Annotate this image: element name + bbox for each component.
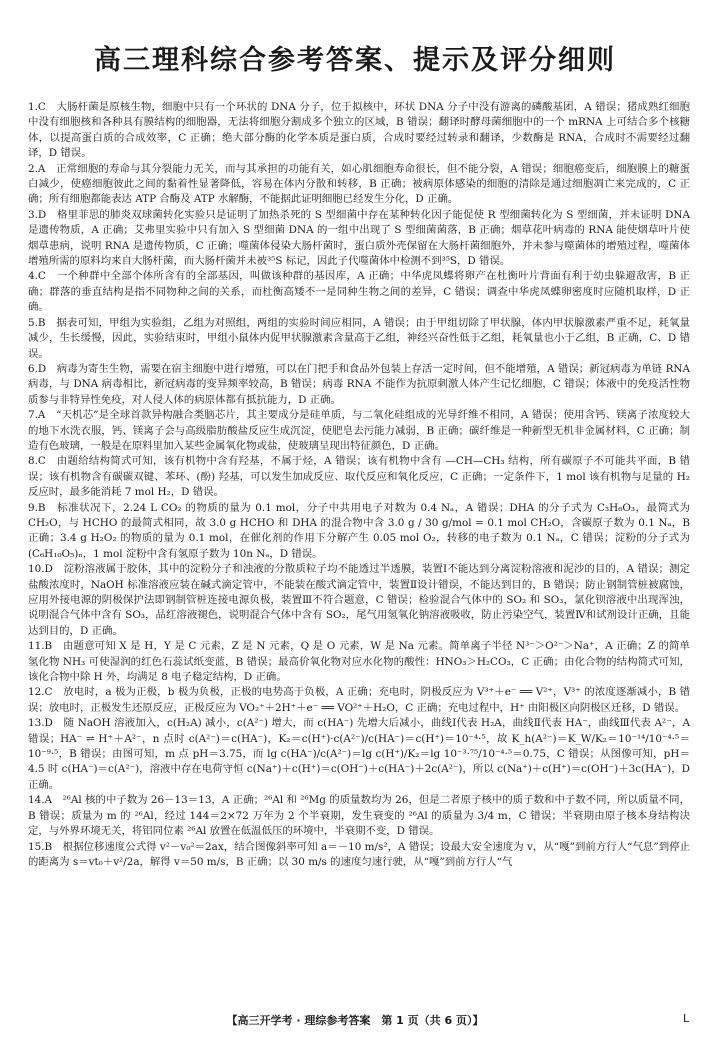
answer-item [28, 716, 690, 793]
answer-number: 1.C [28, 101, 46, 113]
answer-item [28, 208, 690, 270]
answer-number: 6.D [28, 362, 47, 375]
answer-item [28, 162, 690, 208]
answer-item [28, 454, 690, 500]
answer-number: 10.D [28, 563, 53, 576]
answer-item [28, 685, 690, 716]
page-title: 高三理科综合参考答案、提示及评分细则 [94, 45, 616, 76]
answer-list [28, 100, 690, 870]
answer-text: 根据位移速度公式得 v²－v₀²＝2ax，结合图像斜率可知 a＝－10 m/s²，A 错误；设最大安全速度为 v，从“嘎”到前方行人“气息”到停止的距离为 s＝vt₀＋v²/2a，解得 v＝50 m/s，B 正确；以 30 m/s 的速度匀速行驶，从“嘎”到前方行人“气 [28, 840, 690, 868]
answer-item [28, 408, 690, 454]
answer-number: 15.B [28, 840, 53, 853]
footer-version-letter: L [683, 1012, 690, 1025]
answer-item [28, 362, 690, 408]
answer-text: 病毒为寄生生物，需要在宿主细胞中进行增殖，可以在门把手和食品外包装上存活一定时间，但不能增殖，A 错误；新冠病毒为单链 RNA 病毒，与 DNA 病毒相比，新冠病毒的变异频率较高，B 错误；病毒 RNA 不能作为抗原刺激人体产生记忆细胞，C 错误；体液中的免疫活性物质参与非特异性免疫，对人侵人体的病原体都有抵抗能力，D 正确。 [28, 362, 691, 406]
answer-text: 据表可知，甲组为实验组，乙组为对照组，两组的实验时间应相同，A 错误；由于甲组切除了甲状腺，体内甲状腺激素严重不足，耗氧量减少，生长缓慢，因此，实验结束时，甲组小鼠体内促甲状腺激素含量高于乙组，神经兴奋性低于乙组，耗氧量也小于乙组，B 正确，C、D 错误。 [28, 316, 690, 360]
answer-number: 9.B [28, 501, 46, 514]
answer-item [28, 840, 690, 871]
page-footer: 【高三开学考 · 理综参考答案 第 1 页（共 6 页）】 [226, 1014, 484, 1027]
answer-text: 由题给结构简式可知，该有机物中含有羟基，不属于烃，A 错误；该有机物中含有 —CH—CH₃ 结构，所有碳原子不可能共平面，B 错误；该有机物含有碳碳双键、苯环、(酚) 羟基，可以发生加成反应、取代反应和氧化反应，C 正确；一定条件下，1 mol 该有机物与足量的 H₂ 反应时，最多能消耗 7 mol H₂，D 错误。 [28, 455, 690, 499]
answer-number: 8.C [28, 455, 46, 468]
answer-text: 一个种群中全部个体所含有的全部基因，叫做该种群的基因库，A 正确；中华虎凤蝶将卵产在杜衡叶片背面有利于幼虫躲避敌害，B 正确；群落的垂直结构是指不同物种之间的关系，而杜衡高矮不一是同种生物之间的差异，C 错误；调查中华虎凤蝶卵密度时应随机取样，D 正确。 [28, 270, 691, 314]
answer-number: 12.C [28, 686, 53, 699]
answer-number: 5.B [28, 316, 46, 329]
answer-item [28, 562, 690, 639]
answer-text: 放电时，a 极为正极，b 极为负极，正极的电势高于负极，A 正确；充电时，阴极反应为 V³⁺＋e⁻ ══ V²⁺，V³⁺ 的浓度逐渐减小，B 错误；放电时，正极发生还原反应，正极反应为 VO₂⁺＋2H⁺＋e⁻ ══ VO²⁺＋H₂O，C 正确；充电过程中，H⁺ 由阳极区向阴极区迁移，D 错误。 [28, 686, 691, 714]
answer-item [28, 639, 690, 685]
answer-number: 4.C [28, 270, 46, 283]
answer-text: 正常细胞的寿命与其分裂能力无关，而与其承担的功能有关，如心肌细胞寿命很长，但不能分裂，A 错误；细胞癌变后，细胞膜上的糖蛋白减少，使癌细胞彼此之间的黏着性显著降低，容易在体内分散和转移，B 正确；被病原体感染的细胞的清除是通过细胞凋亡来完成的，C 正确；所有细胞都能表达 ATP 合酶及 ATP 水解酶，不能据此证明细胞已经发生分化，D 正确。 [28, 162, 690, 206]
answer-text: 标准状况下，2.24 L CO₂ 的物质的量为 0.1 mol，分子中共用电子对数为 0.4 Nₐ，A 错误；DHA 的分子式为 C₃H₆O₃，最简式为 CH₂O，与 HCHO 的最简式相同，故 3.0 g HCHO 和 DHA 的混合物中含 3.0 g / 30 g/mol = 0.1 mol CH₂O，含碳原子数为 0.1 Nₐ，B 正确；3.4 g H₂O₂ 的物质的量为 0.1 mol，在催化剂的作用下分解产生 0.05 mol O₂，转移的电子数为 0.1 Nₐ，C 错误；淀粉的分子式为 (C₆H₁₀O₅)ₙ，1 mol 淀粉中含有氢原子数为 10n Nₐ，D 错误。 [28, 501, 691, 560]
answer-text: ²⁶Al 核的中子数为 26－13＝13，A 正确；²⁶Al 和 ²⁶Mg 的质量数均为 26，但是二者原子核中的质子数和中子数不同，所以质量不同，B 错误；质量为 m 的 ²⁶Al，经过 144＝2×72 万年为 2 个半衰期，发生衰变的 ²⁶Al 的质量为 3/4 m，C 错误；半衰期由原子核本身结构决定，与外界环境无关，将铝同位素 ²⁶Al 放置在低温低压的环境中，半衰期不变，D 错误。 [28, 794, 691, 838]
answer-item [28, 316, 690, 362]
answer-item [28, 501, 690, 563]
answer-text: “天机芯”是全球首款异构融合类脑芯片，其主要成分是硅单质，与二氧化硅组成的光导纤维不相同，A 错误；使用含钙、镁离子浓度较大的地下水洗衣服，钙、镁离子会与高级脂肪酸盐反应生成沉淀，使肥皂去污能力减弱，B 正确；碳纤维是一种新型无机非金属材料，C 正确；制造有色玻璃，一般是在原料里加入某些金属氧化物或盐，使玻璃呈现出特征颜色，D 正确。 [28, 409, 690, 452]
answer-number: 11.B [28, 640, 53, 653]
answer-text: 格里菲思的肺炎双球菌转化实验只是证明了加热杀死的 S 型细菌中存在某种转化因子能促使 R 型细菌转化为 S 型细菌，并未证明 DNA 是遗传物质，A 正确；艾弗里实验中只有加入 S 型细菌 DNA 的一组中出现了 S 型细菌菌落，B 正确；烟草花叶病毒的 RNA 能使烟草叶片使烟草患病，说明 RNA 是遗传物质，C 正确；噬菌体侵染大肠杆菌时，蛋白质外壳保留在大肠杆菌细胞外，并未参与噬菌体的增殖过程，噬菌体增殖所需的原料均来自大肠杆菌，而大肠杆菌并未被³⁵S 标记，因此子代噬菌体中检测不到³⁵S，D 错误。 [28, 208, 690, 268]
answer-text: 由题意可知 X 是 H，Y 是 C 元素，Z 是 N 元素，Q 是 O 元素，W 是 Na 元素。简单离子半径 N³⁻＞O²⁻＞Na⁺，A 正确；Z 的简单氢化物 NH₃ 可使湿润的红色石蕊试纸变蓝，B 错误；最高价氧化物对应水化物的酸性：HNO₃＞H₂CO₃，C 正确；由化合物的结构简式可知，该化合物中除 H 外，均满足 8 电子稳定结构，D 正确。 [28, 640, 691, 684]
answer-number: 3.D [28, 208, 47, 221]
answer-number: 13.D [28, 717, 53, 730]
answer-item [28, 793, 690, 839]
answer-text: 大肠杆菌是原核生物，细胞中只有一个环状的 DNA 分子，位于拟核中，环状 DNA 分子中没有游离的磷酸基团，A 错误；猪成熟红细胞中没有细胞核和各种具有膜结构的细胞器，无法将细胞分割成多个独立的区域，B 错误；翻译时酵母菌细胞中的一个 mRNA 上可结合多个核糖体，以提高蛋白质的合成效率，C 正确；绝大部分酶的化学本质是蛋白质，合成时要经过转录和翻译，少数酶是 RNA，合成时不需要经过翻译，D 错误。 [28, 101, 690, 160]
answer-item [28, 100, 690, 162]
answer-text: 淀粉溶液属于胶体，其中的淀粉分子和浊液的分散质粒子均不能透过半透膜，装置Ⅰ不能达到分离淀粉溶液和泥沙的目的，A 错误；测定盐酸浓度时，NaOH 标准溶液应装在碱式滴定管中，不能装在酸式滴定管中，装置Ⅱ设计错误，不能达到目的，B 错误；防止钢制管桩被腐蚀，应用外接电源的阴极保护法即钢制管桩连接电源负极，装置Ⅲ不符合题意，C 错误；检验混合气体中的 SO₂ 和 SO₃，氯化钡溶液中出现浑浊，说明混合气体中含有 SO₃，品红溶液褪色，说明混合气体中含有 SO₂，尾气用氢氧化钠溶液吸收，防止污染空气，装置Ⅳ和试剂设计正确，且能达到目的，D 正确。 [28, 563, 691, 637]
answer-text: 随 NaOH 溶液加入，c(H₂A) 减小，c(A²⁻) 增大，而 c(HA⁻) 先增大后减小，曲线Ⅰ代表 H₂A，曲线Ⅱ代表 HA⁻，曲线Ⅲ代表 A²⁻，A 错误；HA⁻ ⇌ H⁺＋A²⁻，n 点时 c(A²⁻)＝c(HA⁻)，K₂＝c(H⁺)·c(A²⁻)/c(HA⁻)＝c(H⁺)＝10⁻⁴·⁵，故 K_h(A²⁻)＝K_W/K₂＝10⁻¹⁴/10⁻⁴·⁵＝10⁻⁹·⁵，B 错误；由图可知，m 点 pH＝3.75，而 lg c(HA⁻)/c(A²⁻)＝lg c(H⁺)/K₂＝lg 10⁻³·⁷⁵/10⁻⁴·⁵＝0.75，C 错误；从图像可知，pH＝4.5 时 c(HA⁻)＝c(A²⁻)，溶液中存在电荷守恒 c(Na⁺)＋c(H⁺)＝c(OH⁻)＋c(HA⁻)＋2c(A²⁻)，所以 c(Na⁺)＋c(H⁺)＝c(OH⁻)＋3c(HA⁻)，D 正确。 [28, 717, 690, 791]
answer-number: 14.A [28, 794, 53, 807]
answer-item [28, 269, 690, 315]
answer-number: 2.A [28, 162, 46, 175]
answer-number: 7.A [28, 409, 46, 422]
